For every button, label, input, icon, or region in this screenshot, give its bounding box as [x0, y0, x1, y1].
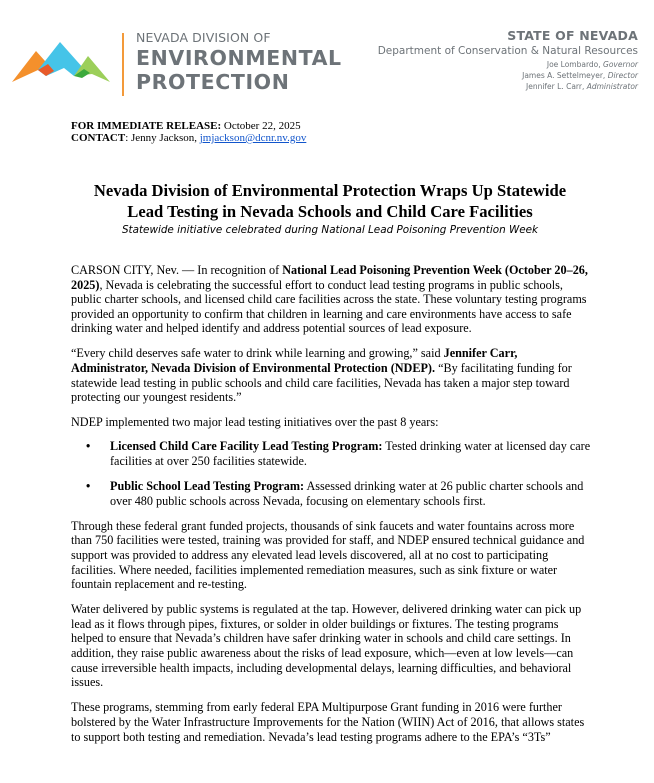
text-run: Tested drinking water at licensed day care facilities at over 250 facilities statewide.	[110, 439, 591, 469]
release-label: FOR IMMEDIATE RELEASE:	[71, 120, 222, 132]
paragraph-intro	[71, 263, 591, 336]
bold-run: Licensed Child Care Facility Lead Testing Program:	[110, 439, 383, 454]
department-name: Department of Conservation & Natural Resources	[377, 45, 638, 57]
release-date: October 22, 2025	[221, 120, 301, 132]
official-role: Administrator	[586, 82, 638, 91]
agency-wordmark	[136, 30, 342, 94]
release-line	[71, 120, 591, 132]
subheadline: Statewide initiative celebrated during National Lead Poisoning Prevention Week	[121, 224, 539, 236]
bold-run: Jennifer Carr, Administrator, Nevada Division of Environmental Protection (NDEP).	[71, 346, 518, 376]
headline-line2: Lead Testing in Nevada Schools and Child Care Facilities	[127, 202, 533, 221]
paragraph-funding: These programs, stemming from early federal EPA Multipurpose Grant funding in 2016 were further bolstered by the Water Infrastructure Improvements for the Nation (WIIN) Act of 2016, that allows states to support both testing and remediation. Nevada’s lead testing programs adhere to the EPA’s “3Ts”	[71, 700, 585, 744]
wordmark-line2: ENVIRONMENTAL	[136, 46, 342, 70]
official-name: James A. Settelmeyer,	[522, 71, 608, 80]
text-run: CARSON CITY, Nev. — In recognition of	[71, 263, 283, 277]
bold-run: Public School Lead Testing Program:	[110, 479, 305, 494]
official-role: Governor	[603, 60, 638, 69]
wordmark-line1: NEVADA DIVISION OF	[136, 30, 271, 45]
wordmark-line3: PROTECTION	[136, 70, 290, 94]
headline-block	[60, 180, 600, 237]
initiatives-list	[71, 439, 591, 508]
official-name: Joe Lombardo,	[546, 60, 604, 69]
official-name: Jennifer L. Carr,	[526, 82, 587, 91]
official-director	[378, 70, 638, 81]
official-role: Director	[607, 71, 638, 80]
article-body	[71, 263, 591, 755]
text-run: “Every child deserves safe water to drink while learning and growing,” said	[71, 346, 444, 361]
contact-name: : Jenny Jackson,	[125, 132, 200, 144]
bullet-icon: •	[86, 439, 91, 454]
list-item	[86, 439, 591, 469]
logo-green-peak	[74, 56, 110, 82]
text-run: “By facilitating funding for statewide lead testing in public schools and child care facilities, Nevada has taken a major step toward protecting our youngest residents.”	[71, 361, 572, 405]
page-title	[60, 180, 600, 222]
contact-line	[71, 132, 591, 144]
contact-email-link[interactable]: jmjackson@dcnr.nv.gov	[199, 132, 307, 144]
bold-run: National Lead Poisoning Prevention Week (October 20–26, 2025)	[71, 263, 588, 292]
contact-label: CONTACT	[71, 132, 126, 144]
release-meta	[71, 120, 591, 144]
paragraph-projects: Through these federal grant funded projects, thousands of sink faucets and water fountains across more than 750 facilities were tested, training was provided for staff, and NDEP ensured technical guidance and support was provided to address any elevated lead levels discovered, all at no cost to participating facilities. Where needed, facilities implemented remediation measures, such as sink fixture or water fountain replacement and re-testing.	[71, 518, 585, 592]
mountains-logo-icon	[12, 42, 110, 84]
official-governor	[378, 59, 638, 70]
list-item	[86, 479, 591, 508]
text-run: Assessed drinking water at 26 public charter schools and over 480 public schools across Nevada, focusing on elementary schools first.	[110, 479, 584, 508]
headline-line1: Nevada Division of Environmental Protection Wraps Up Statewide	[93, 181, 567, 200]
paragraph-water-delivery: Water delivered by public systems is regulated at the tap. However, delivered drinking water can pick up lead as it flows through pipes, fixtures, or solder in older buildings or fixtures. The testing programs helped to ensure that Nevada’s children have safer drinking water in schools and child care settings. In addition, they raise public awareness about the risks of lead exposure, which—even at low levels—can cause irreversible health impacts, including developmental delays, learning difficulties, and behavioral issues.	[71, 602, 582, 690]
official-administrator	[378, 81, 638, 92]
state-title: STATE OF NEVADA	[507, 28, 638, 43]
bullet-icon: •	[86, 479, 91, 494]
logo-divider	[122, 33, 124, 96]
state-officials-block	[378, 28, 638, 92]
paragraph-quote	[71, 346, 591, 404]
paragraph-initiatives: NDEP implemented two major lead testing initiatives over the past 8 years:	[71, 415, 439, 430]
text-run: , Nevada is celebrating the successful effort to conduct lead testing programs in public schools, public charter schools, and licensed child care facilities across the state. These voluntary testing programs provided an opportunity to confirm that children in learning and care environments have access to safe drinking water and helped identify and address potential sources of lead exposure.	[71, 277, 587, 336]
